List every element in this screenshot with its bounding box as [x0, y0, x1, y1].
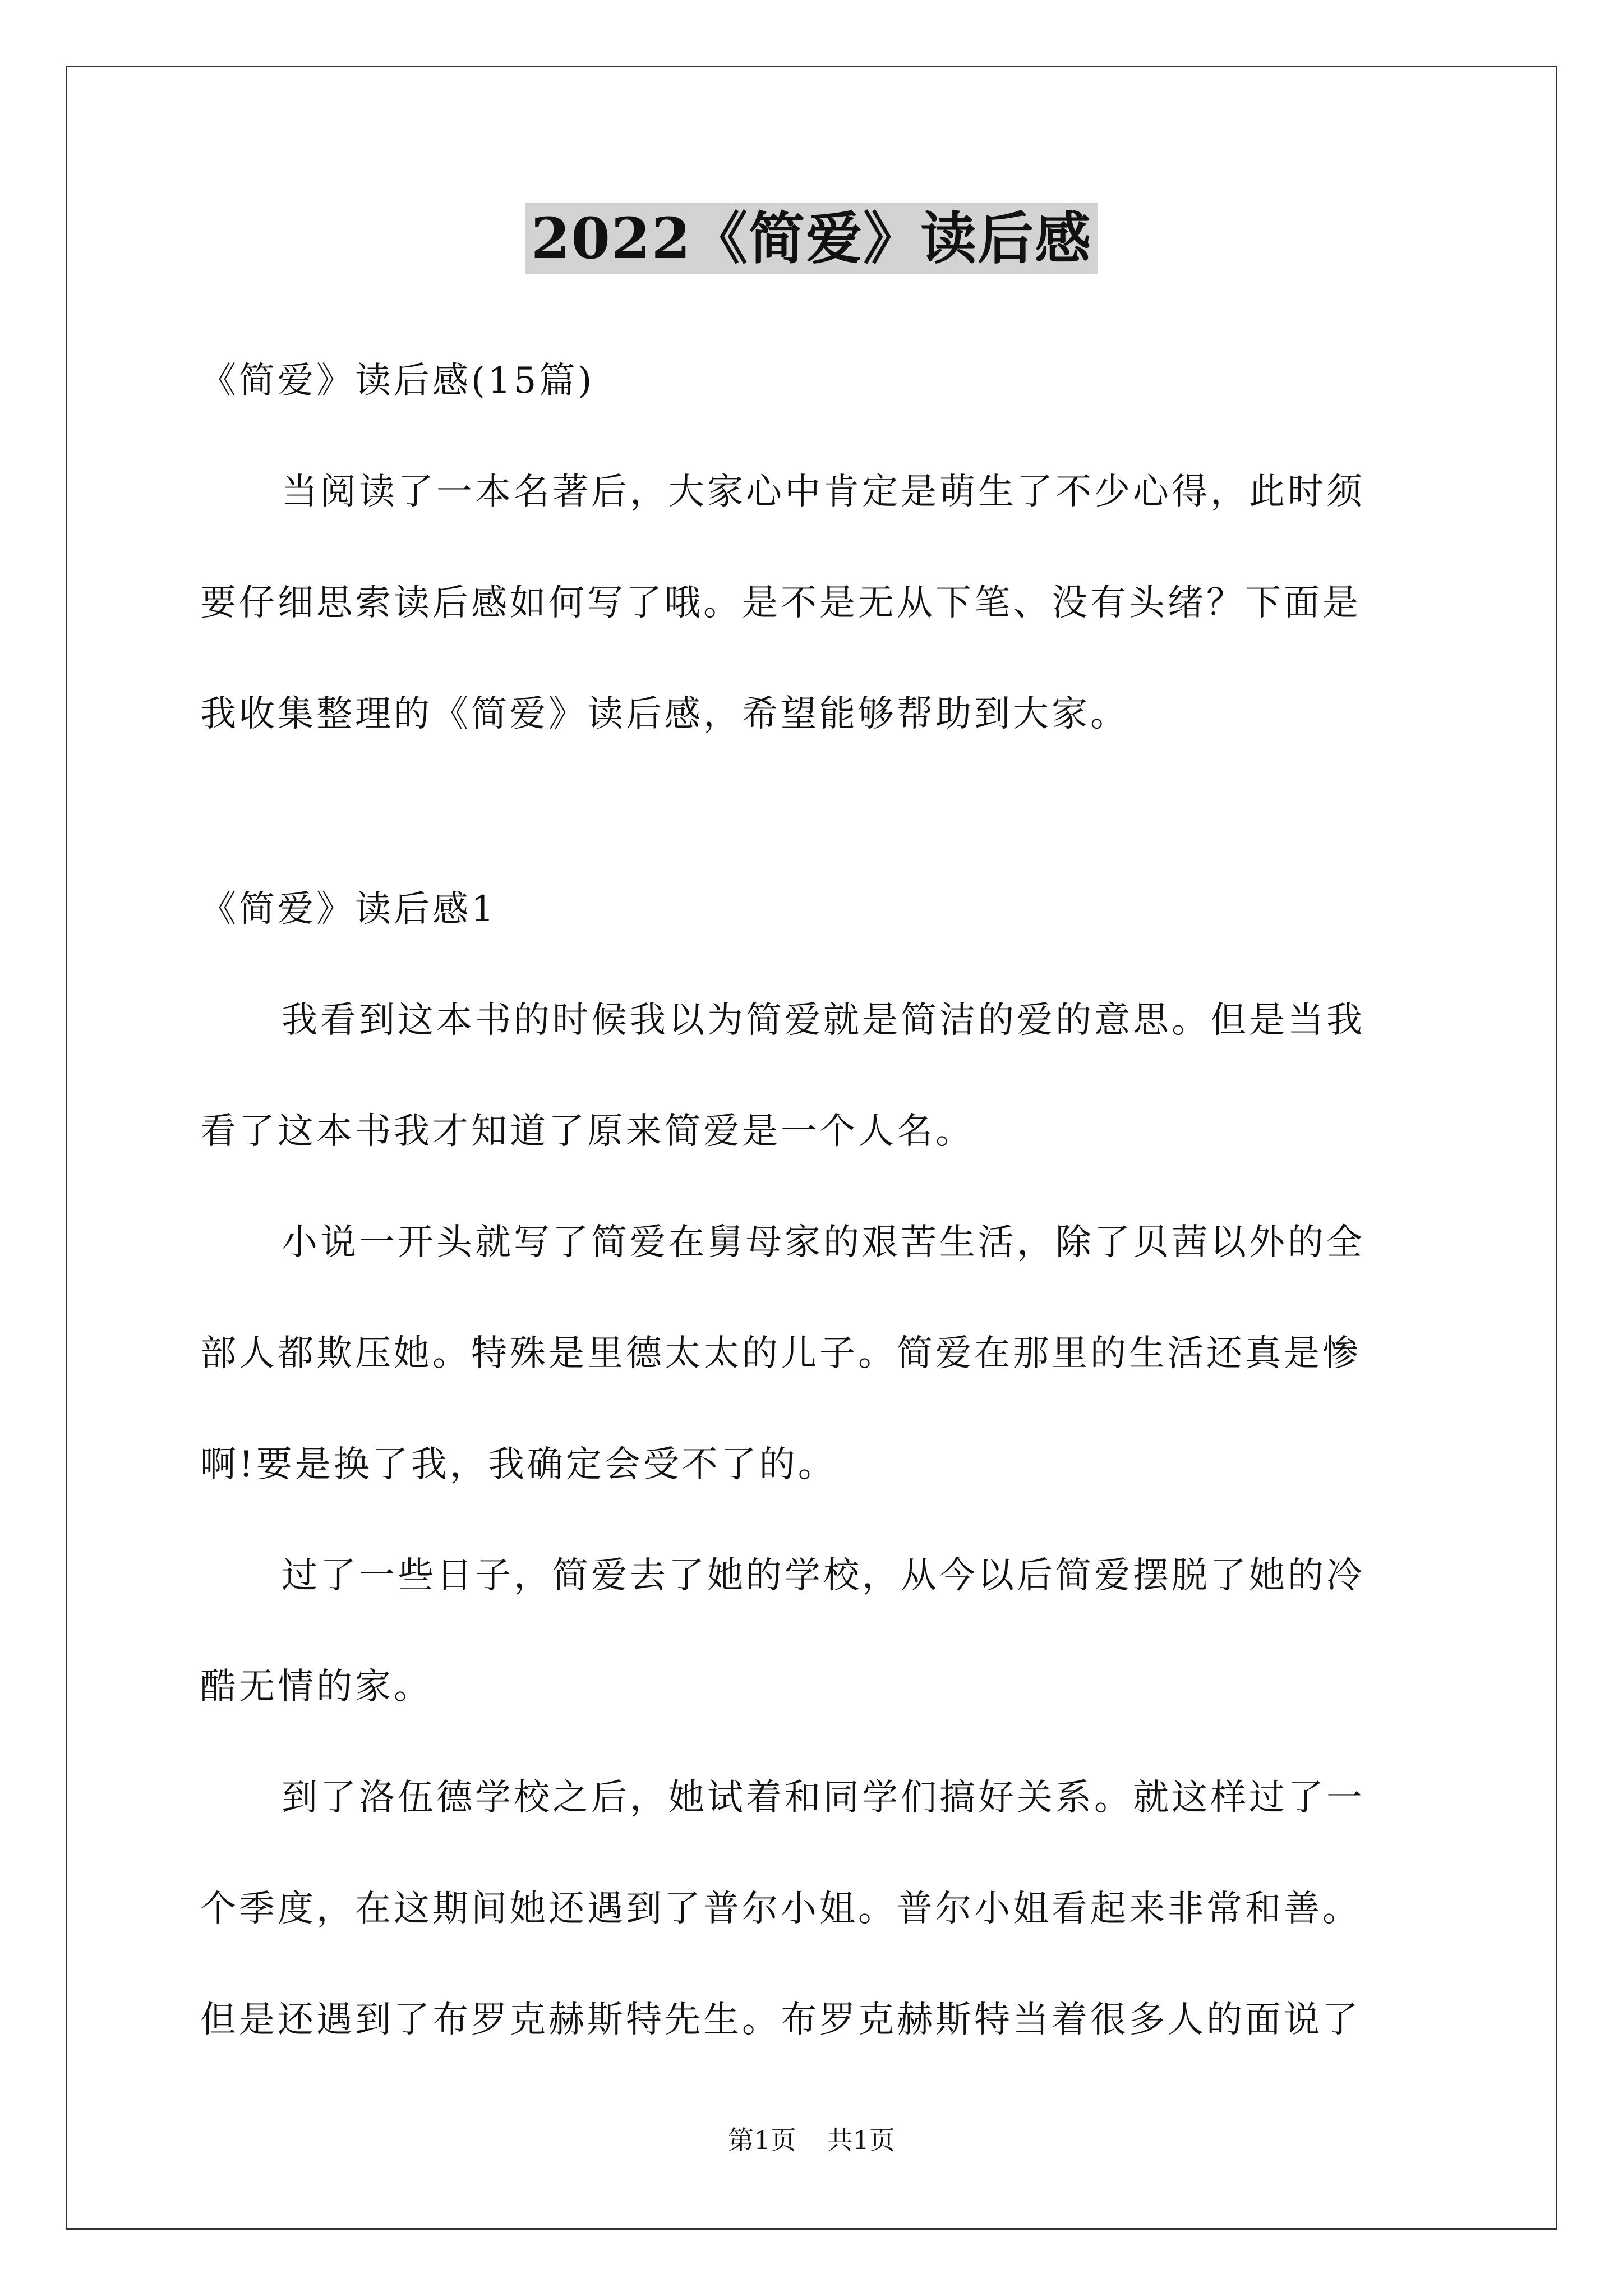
- document-title: [0, 202, 1623, 275]
- paragraph-line: 但是还遇到了布罗克赫斯特先生。布罗克赫斯特当着很多人的面说了: [200, 1999, 1361, 2041]
- intro-line: 要仔细思索读后感如何写了哦。是不是无从下笔、没有头绪？下面是: [200, 582, 1361, 624]
- page-number: 第1页: [728, 2125, 796, 2155]
- paragraph-line: 到了洛伍德学校之后，她试着和同学们搞好关系。就这样过了一: [282, 1777, 1365, 1819]
- paragraph-line: 我看到这本书的时候我以为简爱就是简洁的爱的意思。但是当我: [282, 1000, 1365, 1041]
- section-heading: 《简爱》读后感1: [200, 889, 497, 930]
- subtitle: 《简爱》读后感(15篇): [200, 360, 595, 402]
- document-title-text: 2022《简爱》读后感: [525, 203, 1098, 274]
- page-total: 共1页: [827, 2125, 895, 2155]
- paragraph-line: 个季度，在这期间她还遇到了普尔小姐。普尔小姐看起来非常和善。: [200, 1888, 1361, 1930]
- paragraph-line: 啊!要是换了我，我确定会受不了的。: [200, 1444, 837, 1485]
- document-body: [200, 325, 1428, 2076]
- intro-line: 当阅读了一本名著后，大家心中肯定是萌生了不少心得，此时须: [282, 471, 1365, 513]
- page-footer: [0, 2123, 1623, 2157]
- intro-line: 我收集整理的《简爱》读后感，希望能够帮助到大家。: [200, 693, 1129, 735]
- section-gap: [200, 770, 1428, 854]
- paragraph-line: 酷无情的家。: [200, 1666, 432, 1708]
- paragraph-line: 部人都欺压她。特殊是里德太太的儿子。简爱在那里的生活还真是惨: [200, 1333, 1361, 1374]
- paragraph-line: 看了这本书我才知道了原来简爱是一个人名。: [200, 1111, 974, 1152]
- paragraph-line: 小说一开头就写了简爱在舅母家的艰苦生活，除了贝茜以外的全: [282, 1222, 1365, 1263]
- paragraph-line: 过了一些日子，简爱去了她的学校，从今以后简爱摆脱了她的冷: [282, 1555, 1365, 1596]
